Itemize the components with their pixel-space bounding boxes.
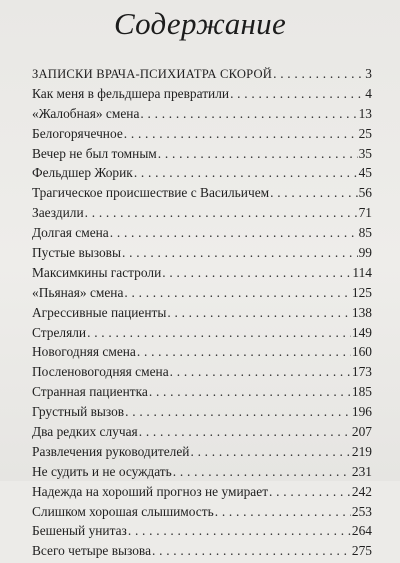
- toc-entry-title: Стреляли: [32, 324, 87, 340]
- toc-entry-page: 56: [358, 185, 372, 201]
- toc-dot-leader: [173, 464, 351, 480]
- toc-entry: [32, 543, 372, 563]
- toc-entry-page: 173: [351, 364, 372, 380]
- toc-dot-leader: [167, 305, 351, 321]
- toc-dot-leader: [128, 523, 351, 539]
- toc-dot-leader: [134, 165, 358, 181]
- toc-entry-page: 219: [351, 443, 372, 459]
- toc-entry: [32, 185, 372, 205]
- toc-dot-leader: [139, 424, 351, 440]
- toc-entry-page: 45: [358, 165, 372, 181]
- toc-entry-title: Трагическое происшествие с Васильичем: [32, 185, 270, 201]
- toc-entry-title: Вечер не был томным: [32, 145, 157, 161]
- toc-entry: [32, 225, 372, 245]
- toc-entry-title: Посленовогодняя смена: [32, 364, 169, 380]
- toc-dot-leader: [149, 384, 351, 400]
- toc-entry: [32, 523, 372, 543]
- toc-entry: [32, 265, 372, 285]
- toc-entry-page: 114: [352, 264, 372, 280]
- toc-entry-page: 207: [351, 424, 372, 440]
- toc-dot-leader: [124, 285, 350, 301]
- toc-dot-leader: [269, 484, 351, 500]
- toc-entry: [32, 384, 372, 404]
- toc-dot-leader: [162, 265, 351, 281]
- toc-dot-leader: [87, 325, 351, 341]
- toc-entry-page: 13: [358, 105, 372, 121]
- table-of-contents: [32, 66, 372, 563]
- toc-dot-leader: [110, 225, 358, 241]
- toc-entry-page: 3: [365, 66, 372, 81]
- toc-entry-title: Новогодняя смена: [32, 344, 136, 360]
- toc-entry-page: 4: [365, 85, 372, 101]
- toc-entry-page: 85: [358, 225, 372, 241]
- toc-entry: [32, 126, 372, 146]
- toc-entry-page: 231: [351, 463, 372, 479]
- toc-entry-page: 25: [358, 125, 372, 141]
- toc-entry-page: 160: [351, 344, 372, 360]
- toc-entry: [32, 86, 372, 106]
- toc-entry-title: Фельдшер Жорик: [32, 165, 133, 181]
- toc-entry-title: Долгая смена: [32, 225, 109, 241]
- toc-entry: [32, 325, 372, 345]
- toc-dot-leader: [170, 364, 351, 380]
- toc-dot-leader: [125, 404, 351, 420]
- toc-entry-title: Как меня в фельдшера превратили: [32, 85, 230, 101]
- toc-entry-page: 242: [351, 483, 372, 499]
- toc-dot-leader: [122, 245, 358, 261]
- toc-entry-page: 99: [358, 245, 372, 261]
- toc-entry: [32, 205, 372, 225]
- toc-entry: [32, 504, 372, 524]
- toc-entry: [32, 484, 372, 504]
- toc-dot-leader: [230, 86, 364, 102]
- toc-dot-leader: [85, 205, 358, 221]
- toc-entry: [32, 424, 372, 444]
- toc-dot-leader: [152, 543, 351, 559]
- toc-entry-page: 71: [358, 205, 372, 221]
- toc-dot-leader: [215, 504, 351, 520]
- toc-entry: [32, 66, 372, 86]
- toc-entry-title: Заездили: [32, 205, 84, 221]
- toc-entry-title: ЗАПИСКИ ВРАЧА-ПСИХИАТРА СКОРОЙ: [32, 67, 273, 81]
- toc-entry-title: «Жалобная» смена: [32, 105, 140, 121]
- toc-entry-title: Не судить и не осуждать: [32, 463, 172, 479]
- toc-dot-leader: [270, 185, 358, 201]
- toc-dot-leader: [124, 126, 358, 142]
- toc-entry-title: Грустный вызов: [32, 404, 125, 420]
- toc-dot-leader: [273, 66, 364, 82]
- toc-entry-title: Бешеный унитаз: [32, 523, 127, 539]
- toc-dot-leader: [158, 146, 358, 162]
- toc-entry-title: Развлечения руководителей: [32, 443, 190, 459]
- toc-entry-title: Странная пациентка: [32, 384, 148, 400]
- toc-entry-page: 138: [351, 304, 372, 320]
- toc-entry-title: Агрессивные пациенты: [32, 304, 167, 320]
- toc-entry: [32, 165, 372, 185]
- toc-entry: [32, 344, 372, 364]
- toc-dot-leader: [190, 444, 350, 460]
- toc-entry-page: 275: [351, 543, 372, 559]
- toc-entry-title: Слишком хорошая слышимость: [32, 503, 214, 519]
- toc-entry-page: 185: [351, 384, 372, 400]
- toc-entry-page: 264: [351, 523, 372, 539]
- toc-entry-title: Белогорячечное: [32, 125, 123, 141]
- toc-entry-title: «Пьяная» смена: [32, 284, 124, 300]
- toc-entry-page: 196: [351, 404, 372, 420]
- toc-entry: [32, 305, 372, 325]
- toc-entry: [32, 106, 372, 126]
- toc-entry-page: 125: [351, 284, 372, 300]
- toc-entry-title: Всего четыре вызова: [32, 543, 152, 559]
- toc-dot-leader: [137, 344, 351, 360]
- toc-entry-title: Пустые вызовы: [32, 245, 121, 261]
- toc-entry: [32, 285, 372, 305]
- toc-entry-page: 253: [351, 503, 372, 519]
- toc-entry-title: Максимкины гастроли: [32, 264, 162, 280]
- toc-entry: [32, 364, 372, 384]
- toc-entry: [32, 245, 372, 265]
- toc-entry: [32, 146, 372, 166]
- toc-entry-page: 35: [358, 145, 372, 161]
- toc-dot-leader: [140, 106, 357, 122]
- toc-entry-title: Надежда на хороший прогноз не умирает: [32, 483, 269, 499]
- toc-entry-page: 149: [351, 324, 372, 340]
- page-title: Содержание: [113, 6, 287, 41]
- toc-entry-title: Два редких случая: [32, 424, 138, 440]
- toc-entry: [32, 444, 372, 464]
- toc-entry: [32, 404, 372, 424]
